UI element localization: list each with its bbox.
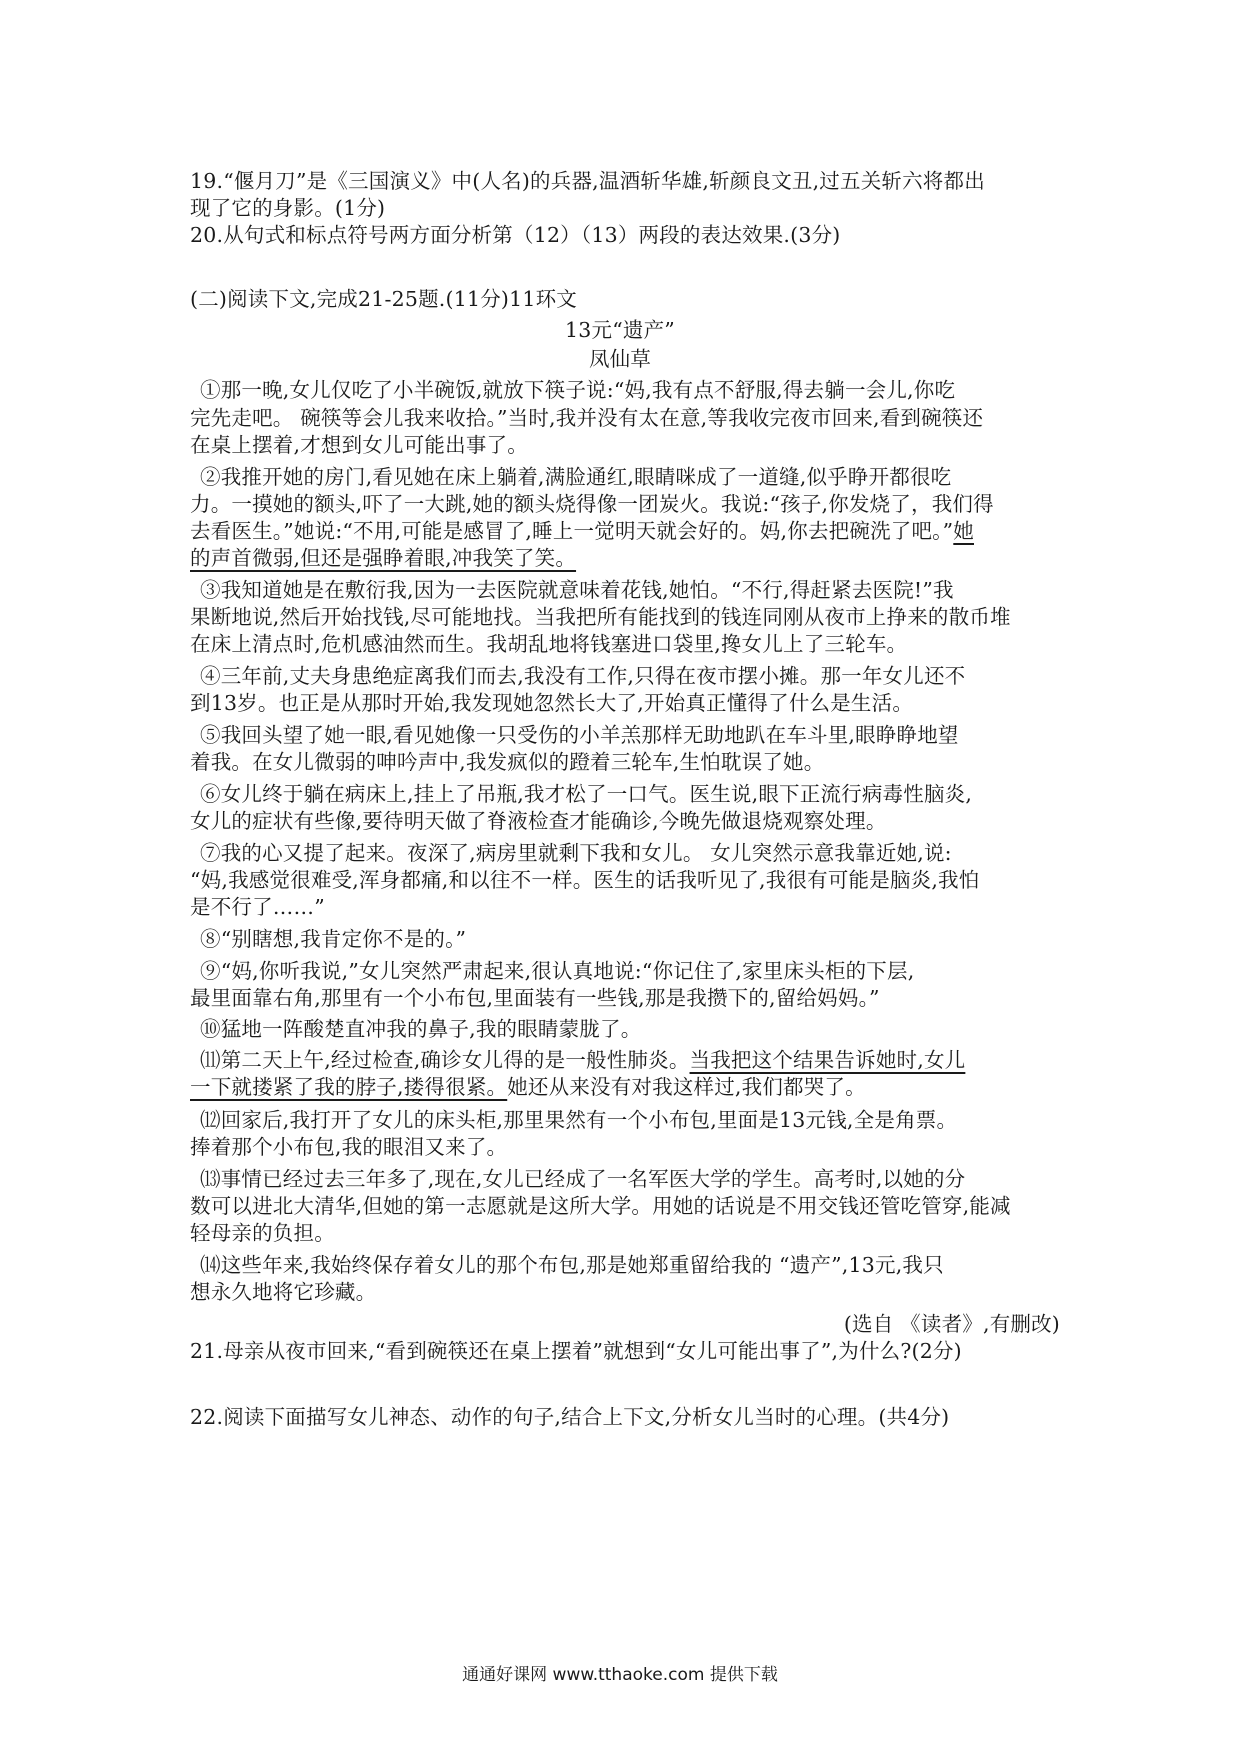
- source-note: (选自 《读者》,有删改): [843, 1312, 1060, 1336]
- paragraph-9-line-1: ⑨“妈,你听我说,”女儿突然严肃起来,很认真地说:“你记住了,家里床头柜的下层,: [200, 959, 915, 983]
- paragraph-14-line-2: 想永久地将它珍藏。: [190, 1280, 377, 1304]
- paragraph-14-line-1: ⒁这些年来,我始终保存着女儿的那个布包,那是她郑重留给我的 “遗产”,13元,我只: [200, 1253, 944, 1277]
- question-20: 20.从句式和标点符号两方面分析第（12）（13）两段的表达效果.(3分): [190, 223, 841, 247]
- paragraph-2-line-3: [190, 518, 1060, 544]
- paragraph-12-line-1: ⑿回家后,我打开了女儿的床头柜,那里果然有一个小布包,里面是13元钱,全是角票。: [200, 1108, 958, 1132]
- article-title: 13元“遗产”: [565, 318, 675, 342]
- paragraph-11-line-1: [200, 1047, 1070, 1073]
- paragraph-11-line-1-text: ⑾第二天上午,经过检查,确诊女儿得的是一般性肺炎。: [200, 1048, 690, 1072]
- paragraph-7-line-2: “妈,我感觉很难受,浑身都痛,和以往不一样。医生的话我听见了,我很有可能是脑炎,我怕: [190, 868, 980, 892]
- article-author: 凤仙草: [588, 347, 652, 371]
- paragraph-6-line-1: ⑥女儿终于躺在病床上,挂上了吊瓶,我才松了一口气。医生说,眼下正流行病毒性脑炎,: [200, 782, 973, 806]
- paragraph-13-line-3: 轻母亲的负担。: [190, 1221, 335, 1245]
- paragraph-4-line-1: ④三年前,丈夫身患绝症离我们而去,我没有工作,只得在夜市摆小摊。那一年女儿还不: [200, 664, 966, 688]
- paragraph-4-line-2: 到13岁。也正是从那时开始,我发现她忽然长大了,开始真正懂得了什么是生活。: [190, 691, 914, 715]
- paragraph-5-line-1: ⑤我回头望了她一眼,看见她像一只受伤的小羊羔那样无助地趴在车斗里,眼睁睁地望: [200, 723, 959, 747]
- paragraph-2-underlined-sentence: 的声首微弱,但还是强睁着眼,冲我笑了笑。: [190, 546, 577, 570]
- paragraph-10: ⑩猛地一阵酸楚直冲我的鼻子,我的眼睛蒙胧了。: [200, 1017, 642, 1041]
- paragraph-2-line-1: ②我推开她的房门,看见她在床上躺着,满脸通红,眼睛咪成了一道缝,似乎睁开都很吃: [200, 465, 952, 489]
- question-19-line-1: 19.“偃月刀”是《三国演义》中(人名)的兵器,温酒斩华雄,斩颜良文丑,过五关斩六将都出: [190, 169, 985, 193]
- underlined-sentence-part-2: 一下就搂紧了我的脖子,搂得很紧。: [190, 1075, 508, 1099]
- paragraph-12-line-2: 捧着那个小布包,我的眼泪又来了。: [190, 1135, 508, 1159]
- footer-download-note: 通通好课网 www.tthaoke.com 提供下载: [462, 1665, 778, 1685]
- paragraph-2-line-2: 力。一摸她的额头,吓了一大跳,她的额头烧得像一团炭火。我说:“孩子,你发烧了，我们得: [190, 492, 994, 516]
- paragraph-3-line-2: 果断地说,然后开始找钱,尽可能地找。当我把所有能找到的钱连同刚从夜市上挣来的散币堆: [190, 605, 1011, 629]
- paragraph-7-line-1: ⑦我的心又提了起来。夜深了,病房里就剩下我和女儿。 女儿突然示意我靠近她,说:: [200, 841, 952, 865]
- paragraph-13-line-2: 数可以进北大清华,但她的第一志愿就是这所大学。用她的话说是不用交钱还管吃管穿,能减: [190, 1194, 1011, 1218]
- paragraph-1-line-3: 在桌上摆着,才想到女儿可能出事了。: [190, 433, 528, 457]
- paragraph-5-line-2: 着我。在女儿微弱的呻吟声中,我发疯似的蹬着三轮车,生怕耽误了她。: [190, 750, 825, 774]
- paragraph-9-line-2: 最里面靠右角,那里有一个小布包,里面装有一些钱,那是我攒下的,留给妈妈。”: [190, 986, 880, 1010]
- question-19-line-2: 现了它的身影。(1分): [190, 196, 386, 220]
- paragraph-6-line-2: 女儿的症状有些像,要待明天做了脊液检查才能确诊,今晚先做退烧观察处理。: [190, 809, 887, 833]
- paragraph-3-line-1: ③我知道她是在敷衍我,因为一去医院就意味着花钱,她怕。“不行,得赶紧去医院!”我: [200, 578, 954, 602]
- paragraph-1-line-1: ①那一晚,女儿仅吃了小半碗饭,就放下筷子说:“妈,我有点不舒服,得去躺一会儿,你吃: [200, 378, 956, 402]
- paragraph-3-line-3: 在床上清点时,危机感油然而生。我胡乱地将钱塞进口袋里,搀女儿上了三轮车。: [190, 632, 908, 656]
- paragraph-11-line-2-text: 她还从来没有对我这样过,我们都哭了。: [507, 1075, 866, 1099]
- underlined-sentence-part-1: 当我把这个结果告诉她时,女儿: [689, 1048, 966, 1072]
- paragraph-8: ⑧“别瞎想,我肯定你不是的。”: [200, 927, 467, 951]
- paragraph-1-line-2: 完先走吧。 碗筷等会儿我来收拾。”当时,我并没有太在意,等我收完夜市回来,看到碗筷还: [190, 406, 984, 430]
- paragraph-11-line-2: [190, 1074, 1060, 1100]
- section-intro: (二)阅读下文,完成21-25题.(11分)11环文: [190, 287, 577, 311]
- paragraph-13-line-1: ⒀事情已经过去三年多了,现在,女儿已经成了一名军医大学的学生。高考时,以她的分: [200, 1167, 966, 1191]
- question-22: 22.阅读下面描写女儿神态、动作的句子,结合上下文,分析女儿当时的心理。(共4分): [190, 1405, 950, 1429]
- paragraph-2-line-3-text: 去看医生。”她说:“不用,可能是感冒了,睡上一觉明天就会好的。妈,你去把碗洗了吧。”: [190, 519, 954, 543]
- question-21: 21.母亲从夜市回来,“看到碗筷还在桌上摆着”就想到“女儿可能出事了”,为什么?(2分): [190, 1339, 962, 1363]
- underlined-sentence-start: 她: [953, 519, 974, 543]
- paragraph-7-line-3: 是不行了……”: [190, 895, 325, 919]
